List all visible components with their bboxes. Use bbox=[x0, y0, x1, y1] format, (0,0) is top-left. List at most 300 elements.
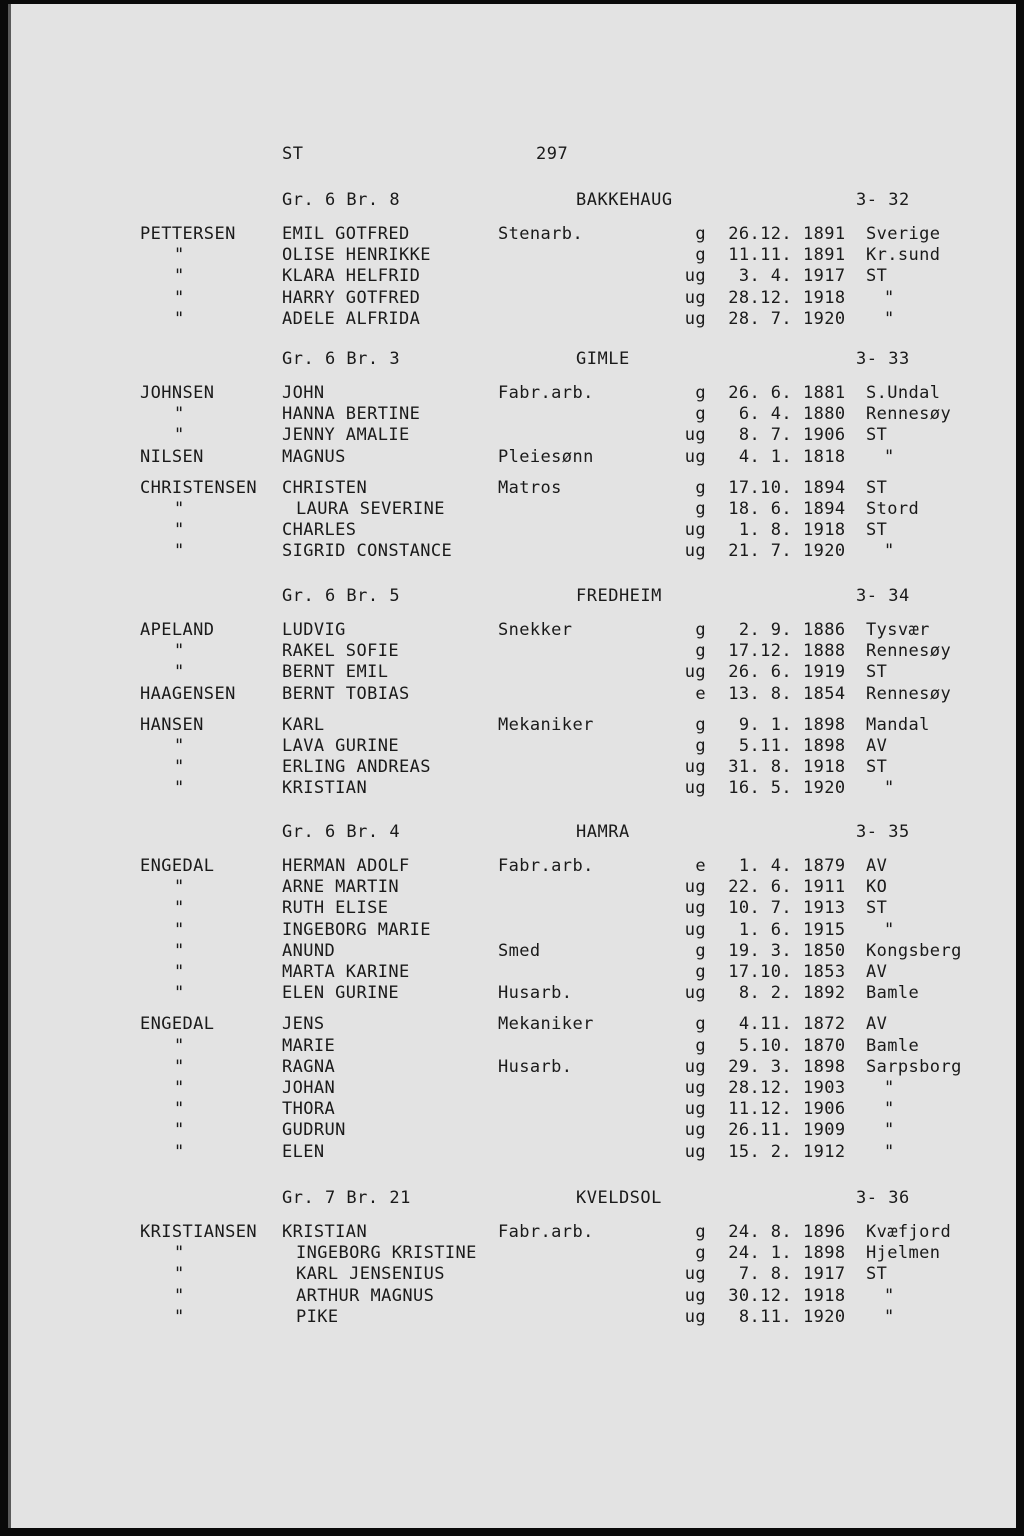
row-status: ug bbox=[684, 1099, 706, 1120]
row-surname: NILSEN bbox=[140, 446, 204, 467]
section-name: HAMRA bbox=[576, 822, 630, 842]
row-date: 6. 4. bbox=[738, 404, 792, 425]
section-group: Gr. 6 Br. 4 bbox=[282, 822, 401, 842]
register-row bbox=[8, 266, 1016, 287]
row-date: 4.11. bbox=[738, 1014, 792, 1035]
row-date: 15. 2. bbox=[728, 1141, 792, 1162]
row-date: 28.12. bbox=[728, 287, 792, 308]
row-surname: " bbox=[174, 1285, 185, 1306]
row-year: 1918 bbox=[803, 520, 846, 541]
row-year: 1920 bbox=[803, 778, 846, 799]
row-place: Kongsberg bbox=[866, 940, 962, 961]
row-place: " bbox=[884, 1099, 895, 1120]
row-place: ST bbox=[866, 1264, 888, 1285]
register-row bbox=[8, 736, 1016, 757]
row-status: e bbox=[695, 856, 706, 876]
row-status: g bbox=[695, 499, 706, 519]
row-year: 1918 bbox=[803, 287, 846, 308]
row-date: 1. 4. bbox=[738, 856, 792, 876]
register-row bbox=[8, 1057, 1016, 1078]
row-given: RAGNA bbox=[282, 1056, 336, 1077]
row-date: 22. 6. bbox=[728, 877, 792, 898]
row-given: GUDRUN bbox=[282, 1120, 346, 1141]
row-year: 1906 bbox=[803, 425, 846, 446]
row-place: ST bbox=[866, 477, 888, 498]
row-given: JOHAN bbox=[282, 1078, 336, 1098]
page-number: 297 bbox=[536, 144, 569, 164]
row-occupation: Fabr.arb. bbox=[498, 856, 594, 876]
row-date: 17.10. bbox=[728, 477, 792, 498]
row-status: g bbox=[695, 940, 706, 961]
row-date: 19. 3. bbox=[728, 940, 792, 961]
row-given: LAURA SEVERINE bbox=[296, 499, 445, 519]
row-year: 1886 bbox=[803, 620, 846, 640]
row-occupation: Matros bbox=[498, 477, 562, 498]
row-date: 1. 8. bbox=[738, 520, 792, 541]
row-status: ug bbox=[684, 919, 706, 940]
row-year: 1918 bbox=[803, 1285, 846, 1306]
register-row bbox=[8, 662, 1016, 683]
row-given: PIKE bbox=[296, 1306, 339, 1327]
row-date: 21. 7. bbox=[728, 541, 792, 562]
register-row bbox=[8, 224, 1016, 245]
row-year: 1854 bbox=[803, 683, 846, 704]
row-year: 1880 bbox=[803, 404, 846, 425]
row-place: " bbox=[884, 446, 895, 467]
row-place: Rennesøy bbox=[866, 641, 952, 662]
section-group: Gr. 6 Br. 5 bbox=[282, 586, 401, 606]
row-date: 17.10. bbox=[728, 962, 792, 982]
row-given: MARIE bbox=[282, 1035, 336, 1056]
row-place: " bbox=[884, 778, 895, 799]
row-given: OLISE HENRIKKE bbox=[282, 245, 431, 266]
register-row bbox=[8, 877, 1016, 898]
row-status: ug bbox=[684, 1285, 706, 1306]
row-given: JENNY AMALIE bbox=[282, 425, 410, 446]
row-given: KARL JENSENIUS bbox=[296, 1264, 445, 1285]
register-row bbox=[8, 898, 1016, 919]
row-status: ug bbox=[684, 1056, 706, 1077]
row-surname: " bbox=[174, 641, 185, 662]
row-year: 1898 bbox=[803, 714, 846, 735]
row-given: EMIL GOTFRED bbox=[282, 224, 410, 244]
document-page bbox=[8, 4, 1016, 1528]
register-row bbox=[8, 983, 1016, 1004]
section-name: BAKKEHAUG bbox=[576, 190, 673, 210]
register-row bbox=[8, 1243, 1016, 1264]
row-year: 1898 bbox=[803, 736, 846, 756]
row-date: 4. 1. bbox=[738, 446, 792, 467]
row-status: ug bbox=[684, 308, 706, 329]
row-place: ST bbox=[866, 520, 888, 541]
register-row bbox=[8, 778, 1016, 799]
register-row bbox=[8, 478, 1016, 499]
register-row bbox=[8, 1142, 1016, 1163]
row-given: KRISTIAN bbox=[282, 778, 368, 799]
row-status: g bbox=[695, 962, 706, 982]
row-status: ug bbox=[684, 1141, 706, 1162]
section-code: 3- 32 bbox=[856, 190, 910, 210]
row-given: INGEBORG KRISTINE bbox=[296, 1243, 477, 1264]
row-surname: HAAGENSEN bbox=[140, 683, 236, 704]
row-status: ug bbox=[684, 662, 706, 683]
register-row bbox=[8, 715, 1016, 736]
row-surname: " bbox=[174, 1141, 185, 1162]
section-code: 3- 33 bbox=[856, 349, 910, 369]
register-row bbox=[8, 1286, 1016, 1307]
row-occupation: Fabr.arb. bbox=[498, 383, 594, 403]
row-year: 1909 bbox=[803, 1120, 846, 1141]
row-status: ug bbox=[684, 1078, 706, 1098]
row-place: ST bbox=[866, 425, 888, 446]
row-given: ELEN bbox=[282, 1141, 325, 1162]
row-given: LUDVIG bbox=[282, 620, 346, 640]
row-given: HARRY GOTFRED bbox=[282, 287, 421, 308]
section-group: Gr. 6 Br. 8 bbox=[282, 190, 401, 210]
row-place: Sverige bbox=[866, 224, 941, 244]
register-row bbox=[8, 309, 1016, 330]
row-status: e bbox=[695, 683, 706, 704]
row-date: 17.12. bbox=[728, 641, 792, 662]
row-place: ST bbox=[866, 266, 888, 287]
row-surname: HANSEN bbox=[140, 714, 204, 735]
row-status: ug bbox=[684, 1120, 706, 1141]
row-surname: " bbox=[174, 940, 185, 961]
row-place: Bamle bbox=[866, 983, 920, 1004]
row-date: 8. 2. bbox=[738, 983, 792, 1004]
row-given: RAKEL SOFIE bbox=[282, 641, 399, 662]
row-year: 1919 bbox=[803, 662, 846, 683]
row-year: 1850 bbox=[803, 940, 846, 961]
row-surname: " bbox=[174, 736, 185, 756]
register-row bbox=[8, 920, 1016, 941]
row-year: 1888 bbox=[803, 641, 846, 662]
row-surname: JOHNSEN bbox=[140, 383, 215, 403]
row-surname: " bbox=[174, 877, 185, 898]
row-occupation: Mekaniker bbox=[498, 1014, 594, 1035]
row-year: 1818 bbox=[803, 446, 846, 467]
row-place: AV bbox=[866, 962, 888, 982]
section-code: 3- 34 bbox=[856, 586, 910, 606]
row-date: 8.11. bbox=[738, 1306, 792, 1327]
row-occupation: Husarb. bbox=[498, 983, 573, 1004]
row-place: " bbox=[884, 1141, 895, 1162]
row-occupation: Husarb. bbox=[498, 1056, 573, 1077]
row-given: JOHN bbox=[282, 383, 325, 403]
row-surname: APELAND bbox=[140, 620, 215, 640]
row-given: ADELE ALFRIDA bbox=[282, 308, 421, 329]
register-row bbox=[8, 856, 1016, 877]
row-date: 2. 9. bbox=[738, 620, 792, 640]
row-place: AV bbox=[866, 856, 888, 876]
row-year: 1920 bbox=[803, 541, 846, 562]
row-given: ELEN GURINE bbox=[282, 983, 399, 1004]
row-place: Bamle bbox=[866, 1035, 920, 1056]
row-place: Tysvær bbox=[866, 620, 930, 640]
row-place: " bbox=[884, 287, 895, 308]
row-year: 1912 bbox=[803, 1141, 846, 1162]
section-name: KVELDSOL bbox=[576, 1188, 662, 1208]
row-year: 1920 bbox=[803, 1306, 846, 1327]
row-date: 9. 1. bbox=[738, 714, 792, 735]
row-place: Rennesøy bbox=[866, 404, 952, 425]
row-surname: " bbox=[174, 266, 185, 287]
row-date: 7. 8. bbox=[738, 1264, 792, 1285]
row-surname: " bbox=[174, 404, 185, 425]
section-code: 3- 35 bbox=[856, 822, 910, 842]
row-year: 1879 bbox=[803, 856, 846, 876]
row-date: 5.10. bbox=[738, 1035, 792, 1056]
row-place: Mandal bbox=[866, 714, 930, 735]
register-row bbox=[8, 245, 1016, 266]
row-place: S.Undal bbox=[866, 383, 941, 403]
row-given: MAGNUS bbox=[282, 446, 346, 467]
register-row bbox=[8, 641, 1016, 662]
register-row bbox=[8, 447, 1016, 468]
row-place: AV bbox=[866, 736, 888, 756]
row-status: ug bbox=[684, 778, 706, 799]
register-row bbox=[8, 757, 1016, 778]
row-status: g bbox=[695, 714, 706, 735]
row-surname: ENGEDAL bbox=[140, 856, 215, 876]
row-date: 26.11. bbox=[728, 1120, 792, 1141]
row-date: 5.11. bbox=[738, 736, 792, 756]
row-date: 28.12. bbox=[728, 1078, 792, 1098]
row-status: ug bbox=[684, 877, 706, 898]
row-surname: " bbox=[174, 662, 185, 683]
row-given: INGEBORG MARIE bbox=[282, 919, 431, 940]
row-year: 1894 bbox=[803, 477, 846, 498]
register-row bbox=[8, 962, 1016, 983]
register-row bbox=[8, 1014, 1016, 1035]
row-status: ug bbox=[684, 425, 706, 446]
register-row bbox=[8, 520, 1016, 541]
row-year: 1918 bbox=[803, 757, 846, 778]
row-status: g bbox=[695, 1014, 706, 1035]
row-date: 26. 6. bbox=[728, 383, 792, 403]
row-surname: " bbox=[174, 1264, 185, 1285]
row-surname: " bbox=[174, 1243, 185, 1264]
row-occupation: Smed bbox=[498, 940, 541, 961]
section-name: FREDHEIM bbox=[576, 586, 662, 606]
row-place: KO bbox=[866, 877, 888, 898]
row-status: g bbox=[695, 736, 706, 756]
row-surname: " bbox=[174, 1035, 185, 1056]
row-occupation: Pleiesønn bbox=[498, 446, 594, 467]
register-row bbox=[8, 288, 1016, 309]
row-surname: " bbox=[174, 983, 185, 1004]
row-date: 26.12. bbox=[728, 224, 792, 244]
row-status: ug bbox=[684, 287, 706, 308]
row-given: BERNT TOBIAS bbox=[282, 683, 410, 704]
section-code: 3- 36 bbox=[856, 1188, 910, 1208]
row-occupation: Fabr.arb. bbox=[498, 1222, 594, 1242]
row-surname: " bbox=[174, 541, 185, 562]
row-status: g bbox=[695, 1243, 706, 1264]
row-year: 1906 bbox=[803, 1099, 846, 1120]
register-row bbox=[8, 941, 1016, 962]
register-row bbox=[8, 1222, 1016, 1243]
row-given: MARTA KARINE bbox=[282, 962, 410, 982]
row-date: 24. 8. bbox=[728, 1222, 792, 1242]
row-status: ug bbox=[684, 520, 706, 541]
row-surname: " bbox=[174, 499, 185, 519]
row-status: g bbox=[695, 641, 706, 662]
row-place: AV bbox=[866, 1014, 888, 1035]
row-given: ARTHUR MAGNUS bbox=[296, 1285, 435, 1306]
row-surname: " bbox=[174, 1078, 185, 1098]
register-row bbox=[8, 1264, 1016, 1285]
register-row bbox=[8, 541, 1016, 562]
row-given: KLARA HELFRID bbox=[282, 266, 421, 287]
row-place: " bbox=[884, 1285, 895, 1306]
row-place: Kvæfjord bbox=[866, 1222, 952, 1242]
row-year: 1911 bbox=[803, 877, 846, 898]
row-year: 1903 bbox=[803, 1078, 846, 1098]
row-status: ug bbox=[684, 757, 706, 778]
register-row bbox=[8, 383, 1016, 404]
row-given: LAVA GURINE bbox=[282, 736, 399, 756]
row-place: Sarpsborg bbox=[866, 1056, 962, 1077]
row-occupation: Snekker bbox=[498, 620, 573, 640]
row-place: " bbox=[884, 1306, 895, 1327]
register-row bbox=[8, 425, 1016, 446]
register-row bbox=[8, 404, 1016, 425]
row-year: 1891 bbox=[803, 224, 846, 244]
row-status: g bbox=[695, 477, 706, 498]
row-given: KRISTIAN bbox=[282, 1222, 368, 1242]
row-surname: " bbox=[174, 520, 185, 541]
row-date: 30.12. bbox=[728, 1285, 792, 1306]
row-year: 1870 bbox=[803, 1035, 846, 1056]
row-surname: KRISTIANSEN bbox=[140, 1222, 257, 1242]
row-year: 1915 bbox=[803, 919, 846, 940]
row-date: 3. 4. bbox=[738, 266, 792, 287]
row-surname: " bbox=[174, 1099, 185, 1120]
row-surname: " bbox=[174, 898, 185, 919]
row-year: 1896 bbox=[803, 1222, 846, 1242]
row-date: 16. 5. bbox=[728, 778, 792, 799]
row-status: g bbox=[695, 245, 706, 266]
row-surname: CHRISTENSEN bbox=[140, 477, 257, 498]
row-surname: " bbox=[174, 1056, 185, 1077]
section-name: GIMLE bbox=[576, 349, 630, 369]
row-given: RUTH ELISE bbox=[282, 898, 389, 919]
row-year: 1917 bbox=[803, 266, 846, 287]
row-year: 1872 bbox=[803, 1014, 846, 1035]
row-surname: " bbox=[174, 1306, 185, 1327]
register-row bbox=[8, 1036, 1016, 1057]
row-occupation: Mekaniker bbox=[498, 714, 594, 735]
row-year: 1894 bbox=[803, 499, 846, 519]
row-surname: " bbox=[174, 308, 185, 329]
row-given: KARL bbox=[282, 714, 325, 735]
register-row bbox=[8, 620, 1016, 641]
row-given: THORA bbox=[282, 1099, 336, 1120]
row-status: g bbox=[695, 1222, 706, 1242]
row-year: 1892 bbox=[803, 983, 846, 1004]
section-group: Gr. 6 Br. 3 bbox=[282, 349, 401, 369]
row-surname: " bbox=[174, 757, 185, 778]
row-given: HANNA BERTINE bbox=[282, 404, 421, 425]
row-given: CHRISTEN bbox=[282, 477, 368, 498]
row-status: g bbox=[695, 1035, 706, 1056]
row-year: 1913 bbox=[803, 898, 846, 919]
row-date: 10. 7. bbox=[728, 898, 792, 919]
row-year: 1853 bbox=[803, 962, 846, 982]
row-status: ug bbox=[684, 446, 706, 467]
row-given: ERLING ANDREAS bbox=[282, 757, 431, 778]
row-place: " bbox=[884, 308, 895, 329]
row-surname: " bbox=[174, 919, 185, 940]
section-group: Gr. 7 Br. 21 bbox=[282, 1188, 411, 1208]
row-surname: " bbox=[174, 778, 185, 799]
row-given: BERNT EMIL bbox=[282, 662, 389, 683]
row-date: 8. 7. bbox=[738, 425, 792, 446]
row-date: 26. 6. bbox=[728, 662, 792, 683]
row-given: SIGRID CONSTANCE bbox=[282, 541, 453, 562]
row-place: " bbox=[884, 919, 895, 940]
row-surname: " bbox=[174, 425, 185, 446]
row-year: 1891 bbox=[803, 245, 846, 266]
row-given: ANUND bbox=[282, 940, 336, 961]
register-row bbox=[8, 1120, 1016, 1141]
row-date: 28. 7. bbox=[728, 308, 792, 329]
row-year: 1881 bbox=[803, 383, 846, 403]
row-year: 1917 bbox=[803, 1264, 846, 1285]
row-surname: " bbox=[174, 287, 185, 308]
register-row bbox=[8, 499, 1016, 520]
row-given: JENS bbox=[282, 1014, 325, 1035]
row-place: Kr.sund bbox=[866, 245, 941, 266]
row-surname: PETTERSEN bbox=[140, 224, 236, 244]
register-row bbox=[8, 1078, 1016, 1099]
row-date: 11.11. bbox=[728, 245, 792, 266]
row-surname: " bbox=[174, 1120, 185, 1141]
row-date: 24. 1. bbox=[728, 1243, 792, 1264]
row-given: ARNE MARTIN bbox=[282, 877, 399, 898]
row-year: 1898 bbox=[803, 1243, 846, 1264]
row-status: ug bbox=[684, 1264, 706, 1285]
header-left: ST bbox=[282, 144, 304, 164]
row-surname: " bbox=[174, 245, 185, 266]
row-place: Rennesøy bbox=[866, 683, 952, 704]
row-date: 1. 6. bbox=[738, 919, 792, 940]
row-place: Stord bbox=[866, 499, 920, 519]
row-status: g bbox=[695, 383, 706, 403]
register-row bbox=[8, 1307, 1016, 1328]
row-place: Hjelmen bbox=[866, 1243, 941, 1264]
row-occupation: Stenarb. bbox=[498, 224, 584, 244]
row-given: CHARLES bbox=[282, 520, 357, 541]
row-status: ug bbox=[684, 266, 706, 287]
row-status: g bbox=[695, 404, 706, 425]
row-place: ST bbox=[866, 898, 888, 919]
row-place: ST bbox=[866, 662, 888, 683]
row-year: 1898 bbox=[803, 1056, 846, 1077]
row-year: 1920 bbox=[803, 308, 846, 329]
row-date: 13. 8. bbox=[728, 683, 792, 704]
row-status: ug bbox=[684, 983, 706, 1004]
row-place: " bbox=[884, 541, 895, 562]
row-date: 31. 8. bbox=[728, 757, 792, 778]
row-place: ST bbox=[866, 757, 888, 778]
row-given: HERMAN ADOLF bbox=[282, 856, 410, 876]
row-status: g bbox=[695, 224, 706, 244]
row-date: 11.12. bbox=[728, 1099, 792, 1120]
row-date: 29. 3. bbox=[728, 1056, 792, 1077]
row-status: g bbox=[695, 620, 706, 640]
